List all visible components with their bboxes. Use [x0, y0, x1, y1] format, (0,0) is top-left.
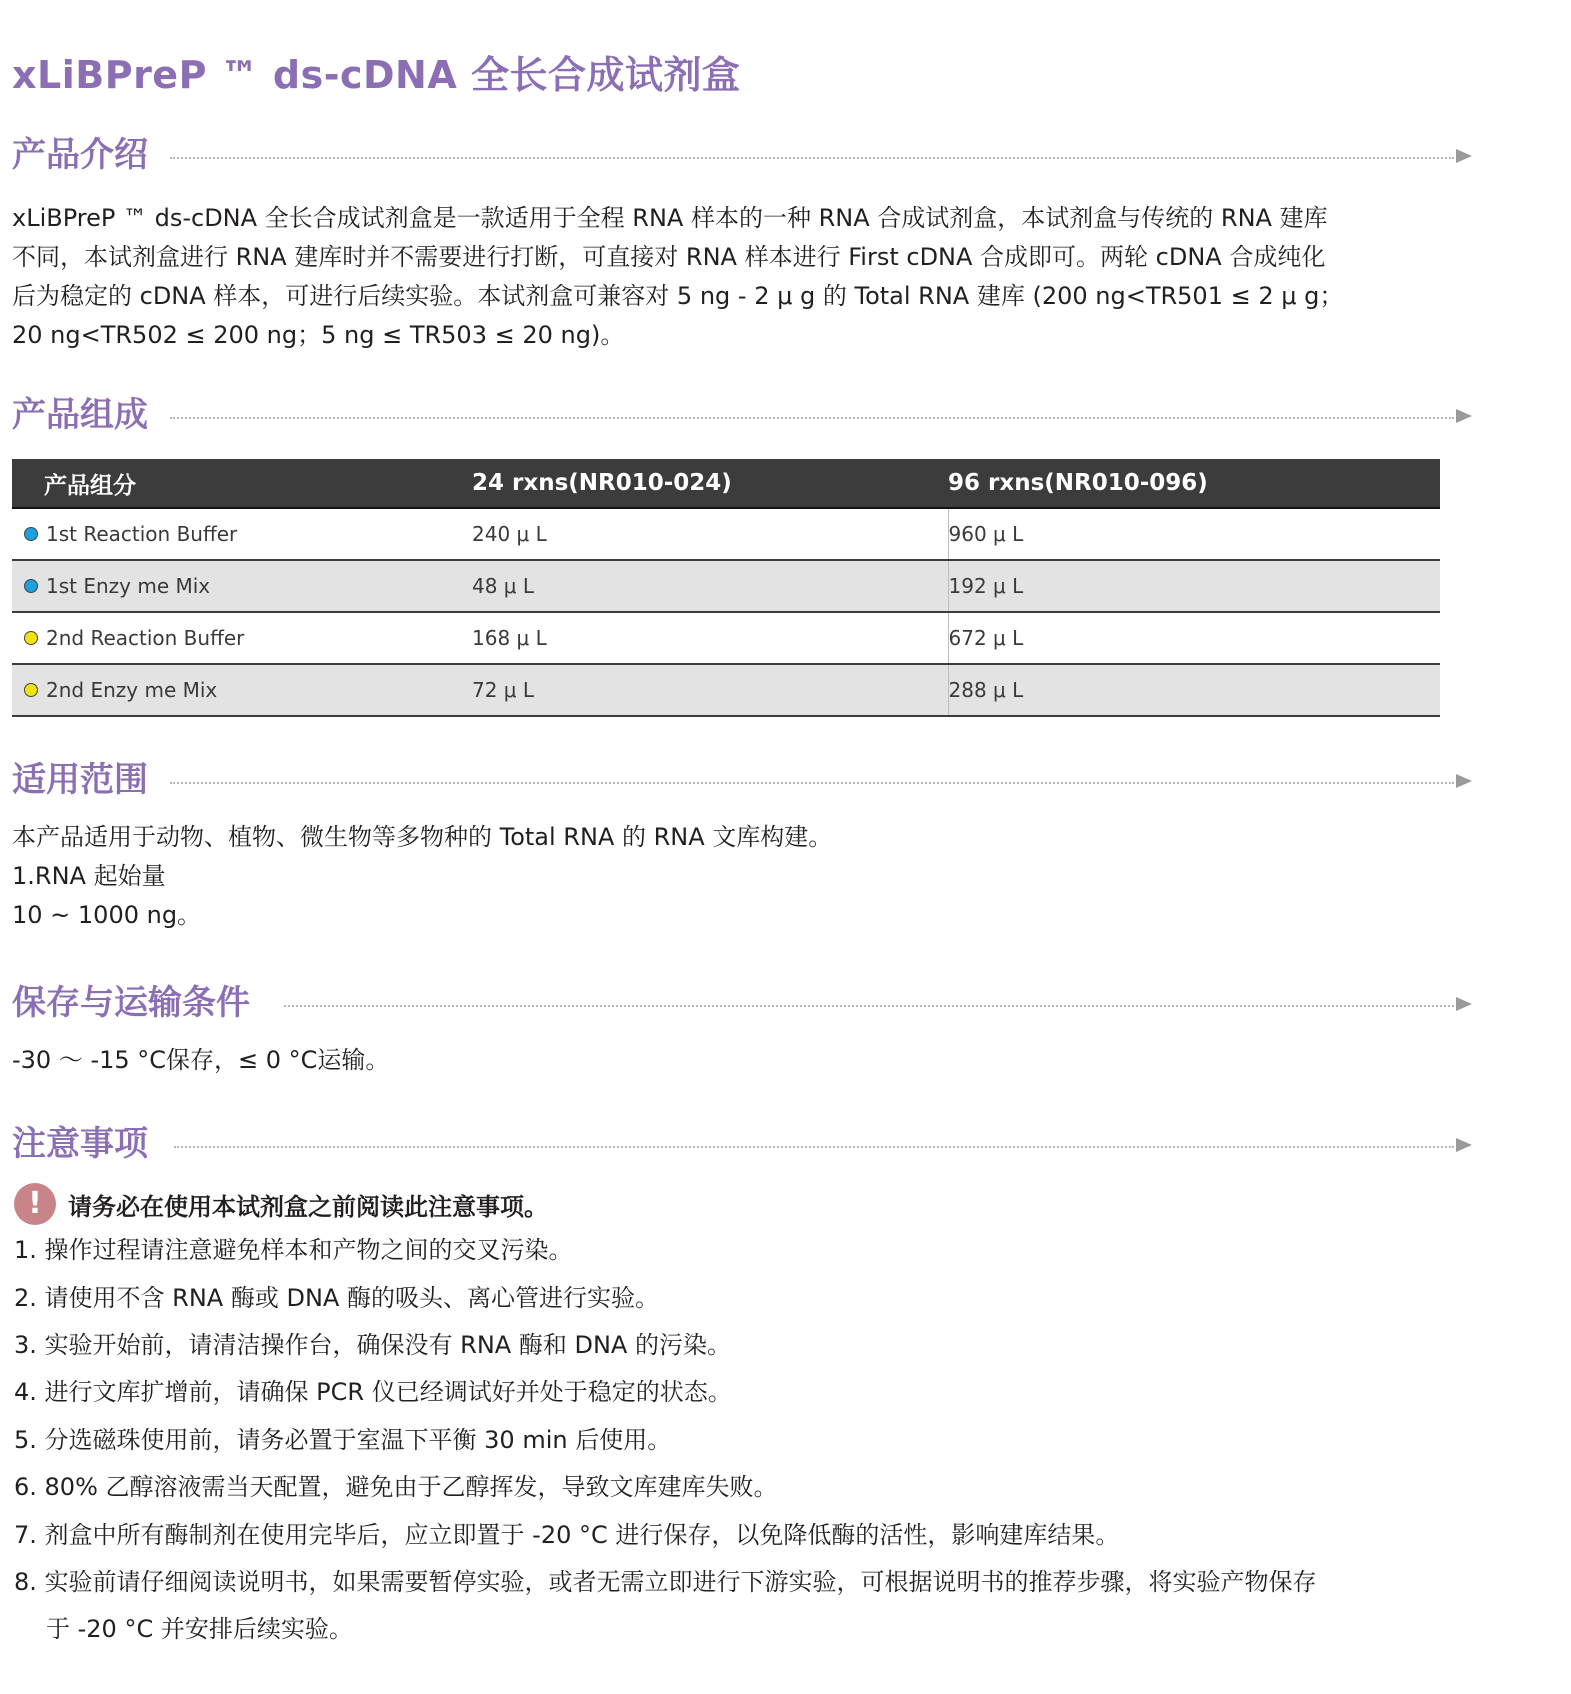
note-item: 6. 80% 乙醇溶液需当天配置，避免由于乙醇挥发，导致文库建库失败。 — [14, 1473, 778, 1501]
section-header-intro — [12, 132, 1472, 178]
component-name: 2nd Reaction Buffer — [46, 626, 245, 650]
table-row — [12, 612, 1440, 664]
composition-table — [12, 459, 1440, 717]
intro-line: 不同，本试剂盒进行 RNA 建库时并不需要进行打断，可直接对 RNA 样本进行 First cDNA 合成即可。两轮 cDNA 合成纯化 — [12, 243, 1326, 271]
blue-dot-icon — [24, 527, 38, 541]
section-title-intro: 产品介绍 — [12, 135, 148, 175]
component-name: 2nd Enzy me Mix — [46, 678, 218, 702]
volume-24-cell: 168 μ L — [472, 612, 948, 664]
component-cell — [12, 560, 472, 612]
scope-line: 1.RNA 起始量 — [12, 862, 166, 890]
note-item: 1. 操作过程请注意避免样本和产物之间的交叉污染。 — [14, 1236, 573, 1264]
intro-line: 20 ng<TR502 ≤ 200 ng；5 ng ≤ TR503 ≤ 20 ng)。 — [12, 321, 625, 349]
arrow-right-icon — [1456, 1138, 1472, 1152]
volume-24-cell: 72 μ L — [472, 664, 948, 716]
note-item: 2. 请使用不含 RNA 酶或 DNA 酶的吸头、离心管进行实验。 — [14, 1284, 659, 1312]
intro-line: xLiBPreP ™ ds-cDNA 全长合成试剂盒是一款适用于全程 RNA 样本的一种 RNA 合成试剂盒，本试剂盒与传统的 RNA 建库 — [12, 204, 1328, 232]
dotted-divider — [170, 157, 1454, 159]
intro-line: 后为稳定的 cDNA 样本，可进行后续实验。本试剂盒可兼容对 5 ng - 2 μ g 的 Total RNA 建库 (200 ng<TR501 ≤ 2 μ g； — [12, 282, 1344, 310]
dotted-divider — [284, 1005, 1454, 1007]
warning-text: 请务必在使用本试剂盒之前阅读此注意事项。 — [68, 1193, 548, 1221]
volume-96-cell: 288 μ L — [948, 664, 1440, 716]
table-row — [12, 560, 1440, 612]
volume-96-cell: 192 μ L — [948, 560, 1440, 612]
volume-96-cell: 672 μ L — [948, 612, 1440, 664]
yellow-dot-icon — [24, 683, 38, 697]
section-title-notes: 注意事项 — [12, 1124, 148, 1164]
scope-line: 本产品适用于动物、植物、微生物等多物种的 Total RNA 的 RNA 文库构建。 — [12, 823, 833, 851]
column-header-component: 产品组分 — [12, 459, 472, 508]
column-header-96rxns: 96 rxns(NR010-096) — [948, 459, 1440, 508]
note-item: 5. 分选磁珠使用前，请务必置于室温下平衡 30 min 后使用。 — [14, 1426, 672, 1454]
note-item-continuation: 于 -20 °C 并安排后续实验。 — [46, 1615, 353, 1643]
volume-96-cell: 960 μ L — [948, 508, 1440, 560]
yellow-dot-icon — [24, 631, 38, 645]
section-header-composition — [12, 392, 1472, 438]
exclamation-icon: ! — [14, 1183, 56, 1225]
section-header-notes — [12, 1121, 1472, 1167]
arrow-right-icon — [1456, 997, 1472, 1011]
component-cell — [12, 664, 472, 716]
scope-paragraph — [12, 818, 1472, 935]
column-header-24rxns: 24 rxns(NR010-024) — [472, 459, 948, 508]
blue-dot-icon — [24, 579, 38, 593]
scope-line: 10 ~ 1000 ng。 — [12, 901, 202, 929]
component-cell — [12, 612, 472, 664]
section-header-scope — [12, 757, 1472, 803]
storage-text: -30 ～ -15 °C保存，≤ 0 °C运输。 — [12, 1046, 390, 1074]
table-row — [12, 664, 1440, 716]
note-item: 7. 剂盒中所有酶制剂在使用完毕后，应立即置于 -20 °C 进行保存，以免降低酶的活性，影响建库结果。 — [14, 1521, 1120, 1549]
note-item: 4. 进行文库扩增前，请确保 PCR 仪已经调试好并处于稳定的状态。 — [14, 1378, 732, 1406]
table-row — [12, 508, 1440, 560]
component-name: 1st Reaction Buffer — [46, 522, 238, 546]
section-title-scope: 适用范围 — [12, 760, 148, 800]
table-header-row — [12, 459, 1440, 508]
component-cell — [12, 508, 472, 560]
volume-24-cell: 48 μ L — [472, 560, 948, 612]
intro-paragraph — [12, 199, 1472, 355]
arrow-right-icon — [1456, 774, 1472, 788]
arrow-right-icon — [1456, 409, 1472, 423]
page-title: xLiBPreP ™ ds-cDNA 全长合成试剂盒 — [12, 53, 741, 97]
section-title-storage: 保存与运输条件 — [12, 983, 250, 1023]
dotted-divider — [170, 782, 1454, 784]
dotted-divider — [170, 417, 1454, 419]
volume-24-cell: 240 μ L — [472, 508, 948, 560]
section-title-composition: 产品组成 — [12, 395, 148, 435]
note-item: 3. 实验开始前，请清洁操作台，确保没有 RNA 酶和 DNA 的污染。 — [14, 1331, 731, 1359]
section-header-storage — [12, 980, 1472, 1026]
note-item: 8. 实验前请仔细阅读说明书，如果需要暂停实验，或者无需立即进行下游实验，可根据说明书的推荐步骤，将实验产物保存 — [14, 1568, 1317, 1596]
component-name: 1st Enzy me Mix — [46, 574, 211, 598]
dotted-divider — [174, 1146, 1454, 1148]
arrow-right-icon — [1456, 149, 1472, 163]
